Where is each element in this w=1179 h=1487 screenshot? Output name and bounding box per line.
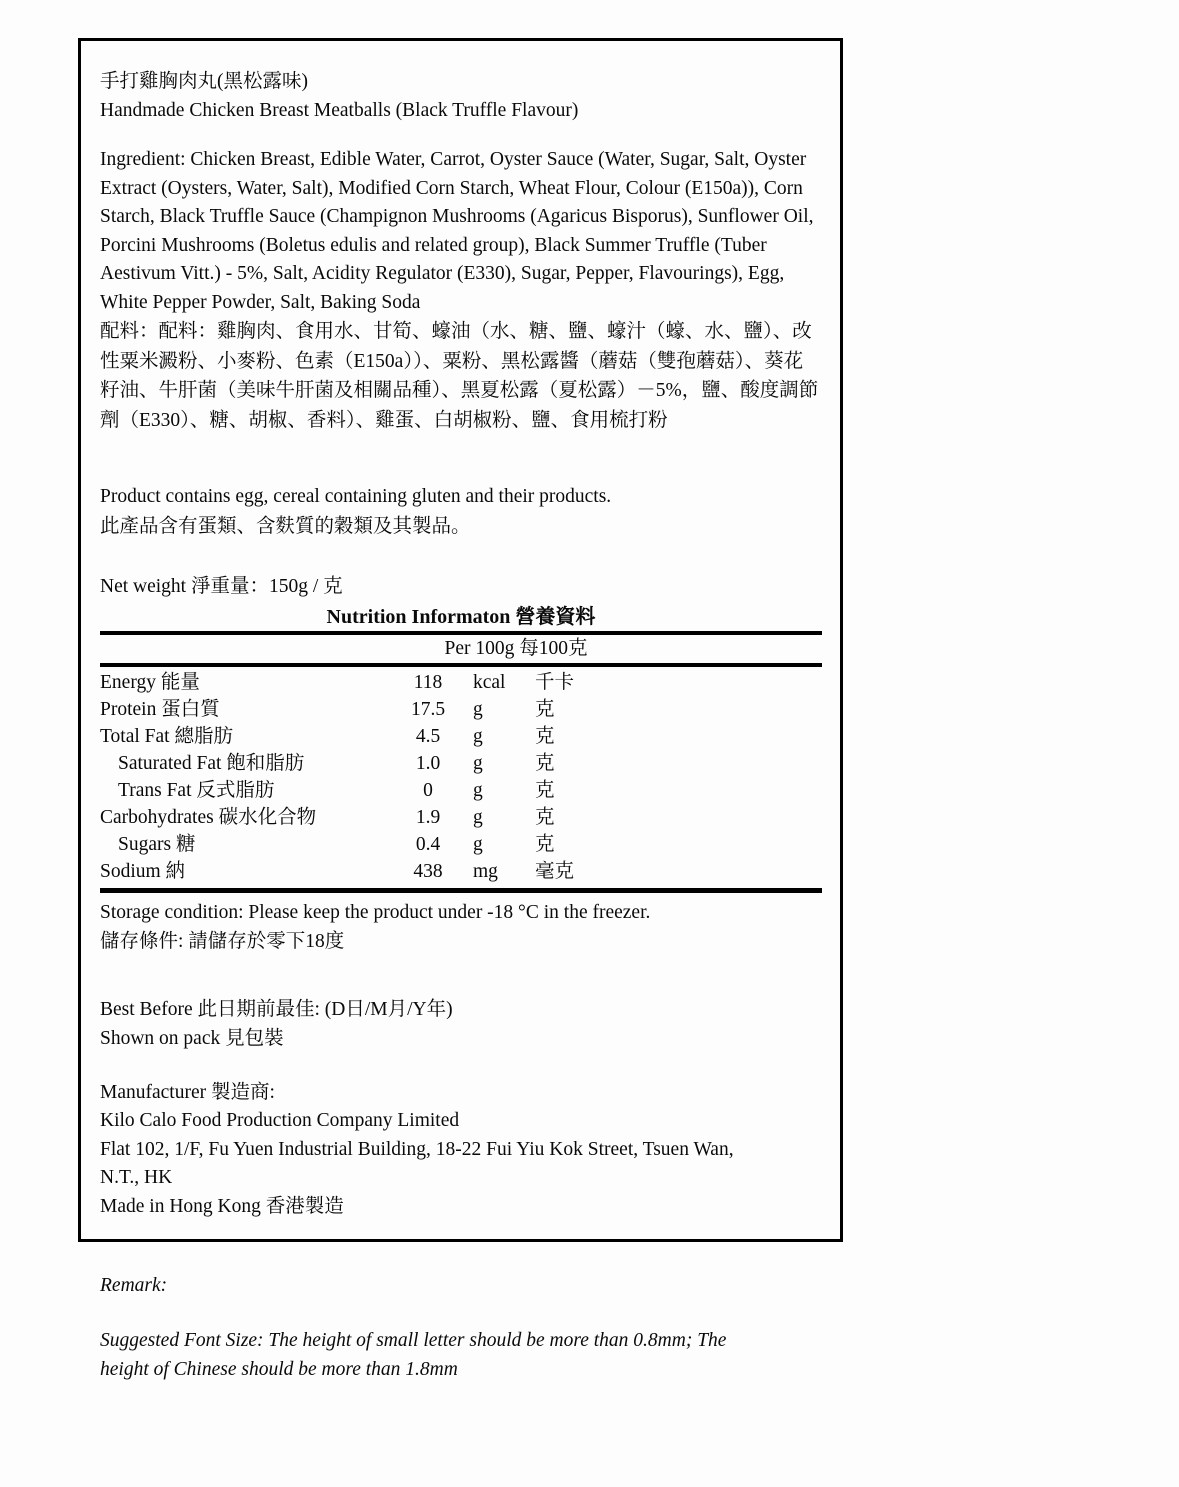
storage-condition-zh: 儲存條件: 請儲存於零下18度 bbox=[100, 931, 345, 952]
nutrient-unit: g bbox=[473, 752, 483, 774]
ingredients-english: Ingredient: Chicken Breast, Edible Water, Carrot, Oyster Sauce (Water, Sugar, Salt, Oyster Extract (Oysters, Water, Salt), Modified Corn Starch, Wheat Flour, Colour (E150a)), Corn Starch, Black Truffle Sauce (Champignon Mushrooms (Agaricus Bisporus), Sunflower Oil, Porcini Mushrooms (Boletus edulis and related group), Black Summer Truffle (Tuber Aestivum Vitt.) - 5%, Salt, Acidity Regulator (E330), Sugar, Pepper, Flavourings), Egg, White Pepper Powder, Salt, Baking Soda bbox=[100, 149, 814, 313]
allergen-statement-zh: 此產品含有蛋類、含麩質的穀類及其製品。 bbox=[100, 515, 471, 537]
allergen-section bbox=[100, 483, 822, 541]
nutrient-unit: g bbox=[473, 779, 483, 801]
nutrition-row bbox=[100, 831, 822, 858]
made-in-line: Made in Hong Kong 香港製造 bbox=[100, 1195, 344, 1217]
nutrient-value: 0 bbox=[423, 779, 433, 801]
nutrient-value: 4.5 bbox=[415, 725, 441, 747]
net-weight: Net weight 淨重量：150g / 克 bbox=[100, 576, 343, 597]
nutrient-unit-zh: 克 bbox=[535, 779, 555, 801]
nutrition-row bbox=[100, 750, 822, 777]
remark-section bbox=[100, 1272, 800, 1384]
product-title-en: Handmade Chicken Breast Meatballs (Black Truffle Flavour) bbox=[100, 100, 579, 121]
remark-note-line2: height of Chinese should be more than 1.8mm bbox=[100, 1358, 458, 1380]
nutrient-value: 438 bbox=[413, 860, 443, 882]
allergen-statement-en: Product contains egg, cereal containing gluten and their products. bbox=[100, 486, 612, 507]
nutrient-label: Saturated Fat 飽和脂肪 bbox=[118, 752, 305, 774]
nutrient-unit-zh: 克 bbox=[535, 806, 555, 828]
product-title-zh: 手打雞胸肉丸(黑松露味) bbox=[100, 71, 308, 92]
nutrient-value: 1.0 bbox=[415, 752, 441, 774]
remark-note-line1: Suggested Font Size: The height of small letter should be more than 0.8mm; The bbox=[100, 1329, 727, 1351]
nutrient-unit: kcal bbox=[473, 671, 506, 693]
manufacturer-heading: Manufacturer 製造商: bbox=[100, 1081, 275, 1103]
nutrient-unit-zh: 毫克 bbox=[535, 860, 575, 882]
nutrient-label: Carbohydrates 碳水化合物 bbox=[100, 806, 317, 828]
nutrient-value: 1.9 bbox=[415, 806, 441, 828]
nutrient-unit: mg bbox=[473, 860, 498, 882]
nutrient-value: 118 bbox=[413, 671, 443, 693]
storage-section bbox=[100, 899, 822, 957]
nutrient-label: Total Fat 總脂肪 bbox=[100, 725, 233, 747]
nutrition-rows bbox=[100, 667, 822, 893]
nutrition-row bbox=[100, 696, 822, 723]
manufacturer-section bbox=[100, 1079, 822, 1222]
nutrient-unit-zh: 克 bbox=[535, 725, 555, 747]
product-label-box bbox=[78, 38, 843, 1242]
nutrition-table-title: Nutrition Informaton 營養資料 bbox=[100, 604, 822, 635]
storage-condition-en: Storage condition: Please keep the product under -18 °C in the freezer. bbox=[100, 901, 651, 923]
remark-note bbox=[100, 1326, 800, 1384]
nutrient-value: 0.4 bbox=[415, 833, 441, 855]
nutrition-per-header: Per 100g 每100克 bbox=[100, 635, 822, 667]
manufacturer-name: Kilo Calo Food Production Company Limited bbox=[100, 1110, 460, 1132]
nutrition-row bbox=[100, 858, 822, 885]
nutrient-unit-zh: 克 bbox=[535, 833, 555, 855]
nutrient-unit-zh: 克 bbox=[535, 698, 555, 720]
nutrient-label: Sodium 納 bbox=[100, 860, 186, 882]
nutrient-unit: g bbox=[473, 698, 483, 720]
manufacturer-address-line1: Flat 102, 1/F, Fu Yuen Industrial Building, 18-22 Fui Yiu Kok Street, Tsuen Wan, bbox=[100, 1138, 734, 1160]
nutrient-unit: g bbox=[473, 833, 483, 855]
best-before-line: Best Before 此日期前最佳: (D日/M月/Y年) bbox=[100, 998, 453, 1020]
nutrient-unit: g bbox=[473, 725, 483, 747]
nutrient-value: 17.5 bbox=[410, 698, 446, 720]
nutrient-label: Protein 蛋白質 bbox=[100, 698, 220, 720]
nutrient-unit-zh: 克 bbox=[535, 752, 555, 774]
nutrition-row bbox=[100, 804, 822, 831]
shown-on-pack-line: Shown on pack 見包裝 bbox=[100, 1027, 284, 1049]
nutrition-table bbox=[100, 604, 822, 893]
nutrient-label: Trans Fat 反式脂肪 bbox=[118, 779, 275, 801]
nutrition-row bbox=[100, 723, 822, 750]
ingredients-section bbox=[100, 146, 822, 435]
nutrient-label: Sugars 糖 bbox=[118, 833, 196, 855]
ingredients-chinese: 配料：配料：雞胸肉、食用水、甘筍、蠔油（水、糖、鹽、蠔汁（蠔、水、鹽）、改性粟米澱粉、小麥粉、色素（E150a））、粟粉、黑松露醬（蘑菇（雙孢蘑菇）、葵花籽油、牛肝菌（美味牛肝菌及相關品種）、黑夏松露（夏松露）－5%，鹽、酸度調節劑（E330）、糖、胡椒、香料）、雞蛋、白胡椒粉、鹽、食用梳打粉 bbox=[100, 321, 819, 431]
nutrient-unit: g bbox=[473, 806, 483, 828]
manufacturer-address-line2: N.T., HK bbox=[100, 1167, 173, 1189]
best-before-section bbox=[100, 995, 822, 1053]
nutrition-row bbox=[100, 777, 822, 804]
remark-heading: Remark: bbox=[100, 1275, 168, 1296]
title-block bbox=[100, 67, 822, 125]
nutrient-unit-zh: 千卡 bbox=[535, 671, 575, 693]
nutrient-label: Energy 能量 bbox=[100, 671, 200, 693]
nutrition-row bbox=[100, 669, 822, 696]
